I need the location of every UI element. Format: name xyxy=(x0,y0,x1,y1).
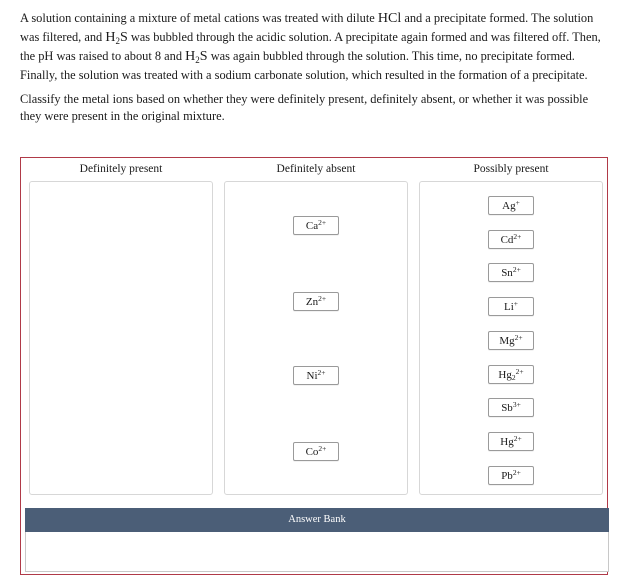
ion-chip[interactable] xyxy=(293,216,339,235)
ion-symbol: Ca xyxy=(305,220,319,232)
ion-chip[interactable] xyxy=(293,292,339,311)
question-text xyxy=(20,0,608,125)
ion-charge: 2+ xyxy=(512,467,521,477)
column-title-definitely-present: Definitely present xyxy=(79,163,163,175)
ion-chip[interactable] xyxy=(488,230,534,249)
bin-possibly-present[interactable] xyxy=(419,181,603,495)
question-text-part: was bubbled through the acidic solution. A precipitate again formed and was filtered off. Then, the pH was raised to about 8 and xyxy=(20,30,601,63)
answer-bank[interactable] xyxy=(25,532,609,572)
ion-symbol: Cd xyxy=(500,233,514,246)
formula-h2s xyxy=(185,49,207,64)
ion-subscript: 2 xyxy=(511,372,516,382)
ion-symbol: Sn xyxy=(501,267,513,280)
formula-h2s xyxy=(105,30,127,45)
ion-symbol: Ni xyxy=(306,370,318,382)
question-paragraph-1 xyxy=(20,9,608,85)
ion-chip[interactable] xyxy=(488,365,534,384)
ion-chip[interactable] xyxy=(293,442,339,461)
ion-charge: + xyxy=(513,299,518,309)
classification-widget xyxy=(20,157,608,575)
column-title-possibly-present: Possibly present xyxy=(473,163,549,175)
ion-symbol: Ag xyxy=(502,200,516,212)
ion-chip[interactable] xyxy=(488,398,534,417)
ion-charge: 2+ xyxy=(515,366,524,376)
ion-chip[interactable] xyxy=(488,263,534,282)
ion-charge: 2+ xyxy=(513,433,522,443)
ion-chip[interactable] xyxy=(293,366,339,385)
ion-charge: 2+ xyxy=(318,294,327,303)
ion-chip[interactable] xyxy=(488,466,534,485)
ion-charge: 2+ xyxy=(514,332,523,342)
question-text-part: and a precipitate formed. The solution was filtered, and xyxy=(20,11,594,44)
question-paragraph-2: Classify the metal ions based on whether they were definitely present, definitely absent, or whether it was possible they were present in the original mixture. xyxy=(20,92,589,123)
formula-h: H xyxy=(185,49,196,64)
ion-charge: 2+ xyxy=(317,368,326,377)
bin-definitely-present[interactable] xyxy=(29,181,213,495)
formula-subscript: 2 xyxy=(115,36,120,46)
formula-s: S xyxy=(119,30,128,45)
ion-charge: + xyxy=(515,198,520,207)
ion-symbol: Zn xyxy=(305,296,319,308)
ion-chip[interactable] xyxy=(488,432,534,451)
ion-charge: 3+ xyxy=(512,400,521,410)
question-text-part: A solution containing a mixture of metal cations was treated with dilute xyxy=(20,11,378,25)
ion-symbol: Hg xyxy=(500,435,514,448)
ion-symbol: Li xyxy=(503,301,514,314)
formula-h: H xyxy=(105,30,116,45)
formula-s: S xyxy=(199,49,208,64)
answer-bank-header: Answer Bank xyxy=(25,508,609,532)
ion-symbol: Hg xyxy=(498,368,512,381)
column-title-definitely-absent: Definitely absent xyxy=(276,163,356,175)
ion-symbol: Mg xyxy=(499,334,515,347)
ion-charge: 2+ xyxy=(318,444,327,453)
ion-charge: 2+ xyxy=(513,231,522,241)
ion-chip[interactable] xyxy=(488,297,534,316)
ion-chip[interactable] xyxy=(488,331,534,350)
ion-symbol: Pb xyxy=(501,469,513,482)
ion-charge: 2+ xyxy=(512,265,521,275)
ion-chip[interactable] xyxy=(488,196,534,215)
question-text-part: was again bubbled through the solution. This time, no precipitate formed. Finally, the solution was treated with a sodium carbonate solution, which resulted in the formation of a precipitate. xyxy=(20,49,588,82)
formula-hcl: HCl xyxy=(377,11,402,26)
ion-charge: 2+ xyxy=(318,218,327,227)
ion-symbol: Sb xyxy=(501,402,513,415)
bin-definitely-absent[interactable] xyxy=(224,181,408,495)
ion-symbol: Co xyxy=(305,446,319,458)
formula-subscript: 2 xyxy=(195,55,200,65)
